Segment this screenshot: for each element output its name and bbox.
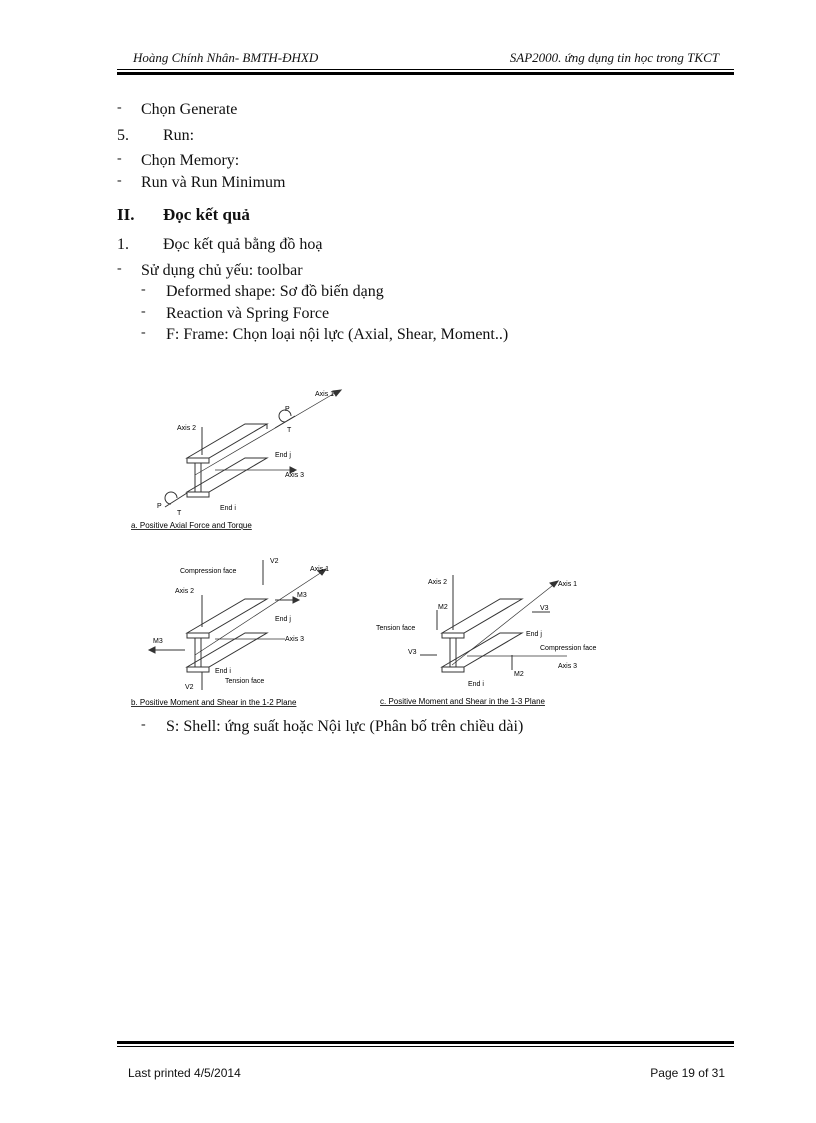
figure-moment-shear-1-3 bbox=[372, 570, 612, 715]
label-m3: M3 bbox=[297, 592, 307, 599]
label-end-i: End i bbox=[220, 505, 236, 512]
header-rule-thin bbox=[117, 69, 734, 70]
line-reaction: Reaction và Spring Force bbox=[166, 305, 330, 322]
line-choose-memory: Chọn Memory: bbox=[141, 152, 240, 169]
label-p-end: P bbox=[157, 503, 162, 510]
label-t: T bbox=[287, 427, 292, 434]
footer-left: Last printed 4/5/2014 bbox=[128, 1066, 241, 1080]
label-v2: V2 bbox=[270, 558, 279, 565]
figure-caption: c. Positive Moment and Shear in the 1-3 Plane bbox=[380, 697, 545, 706]
label-compression: Compression face bbox=[540, 645, 597, 652]
label-axis-2: Axis 2 bbox=[428, 579, 448, 586]
label-axis-1: Axis 1 bbox=[310, 566, 330, 573]
footer-rule-thin bbox=[117, 1046, 734, 1047]
header-rule-thick bbox=[117, 72, 734, 75]
label-t-end: T bbox=[177, 510, 182, 517]
label-axis-2: Axis 2 bbox=[177, 425, 197, 432]
line-deformed-shape: Deformed shape: Sơ đồ biến dạng bbox=[166, 283, 384, 300]
bullet: - bbox=[141, 282, 146, 297]
bullet: - bbox=[141, 304, 146, 319]
bullet: - bbox=[117, 261, 122, 276]
footer-rule-thick bbox=[117, 1041, 734, 1044]
label-axis-3: Axis 3 bbox=[285, 472, 305, 479]
label-compression: Compression face bbox=[180, 568, 237, 575]
line-run-minimum: Run và Run Minimum bbox=[141, 174, 286, 191]
header-right: SAP2000. ứng dụng tin học trong TKCT bbox=[509, 50, 719, 65]
label-tension: Tension face bbox=[225, 678, 265, 685]
label-m2-bottom: M2 bbox=[514, 671, 524, 678]
label-axis-1: Axis 1 bbox=[315, 391, 335, 398]
header-left: Hoàng Chính Nhân- BMTH-ĐHXD bbox=[133, 50, 319, 65]
label-end-j: End j bbox=[275, 452, 291, 459]
label-end-i: End i bbox=[215, 668, 231, 675]
label-axis-3: Axis 3 bbox=[558, 663, 578, 670]
figure-caption: b. Positive Moment and Shear in the 1-2 Plane bbox=[131, 698, 297, 707]
label-v3: V3 bbox=[540, 605, 549, 612]
label-m2: M2 bbox=[438, 604, 448, 611]
label-end-j: End j bbox=[275, 616, 291, 623]
list-number: 5. bbox=[117, 127, 129, 144]
line-read-graphics: Đọc kết quả bằng đồ hoạ bbox=[163, 236, 323, 253]
figure-axial-force bbox=[125, 380, 385, 535]
bullet: - bbox=[117, 100, 122, 115]
line-run: Run: bbox=[163, 127, 195, 144]
label-tension: Tension face bbox=[376, 625, 416, 632]
label-axis-3: Axis 3 bbox=[285, 636, 305, 643]
bullet: - bbox=[141, 717, 146, 732]
label-v2-bottom: V2 bbox=[185, 684, 194, 691]
list-number: 1. bbox=[117, 236, 129, 253]
figure-caption: a. Positive Axial Force and Torque bbox=[131, 521, 252, 530]
label-m3-left: M3 bbox=[153, 638, 163, 645]
label-axis-2: Axis 2 bbox=[175, 588, 195, 595]
section-number: II. bbox=[117, 205, 135, 224]
line-choose-generate: Chọn Generate bbox=[141, 101, 238, 118]
label-v3-left: V3 bbox=[408, 649, 417, 656]
bullet: - bbox=[141, 325, 146, 340]
bullet: - bbox=[117, 151, 122, 166]
label-axis-1: Axis 1 bbox=[558, 581, 578, 588]
line-toolbar: Sử dụng chủ yếu: toolbar bbox=[141, 262, 303, 279]
line-frame-forces: F: Frame: Chọn loại nội lực (Axial, Shear, Moment..) bbox=[166, 326, 509, 343]
section-title: Đọc kết quả bbox=[163, 205, 250, 224]
label-end-j: End j bbox=[526, 631, 542, 638]
line-shell-stress: S: Shell: ứng suất hoặc Nội lực (Phân bố trên chiều dài) bbox=[166, 718, 524, 735]
label-end-i: End i bbox=[468, 681, 484, 688]
label-p: P bbox=[285, 406, 290, 413]
footer-right: Page 19 of 31 bbox=[650, 1066, 725, 1080]
bullet: - bbox=[117, 173, 122, 188]
figure-moment-shear-1-2 bbox=[125, 555, 360, 715]
